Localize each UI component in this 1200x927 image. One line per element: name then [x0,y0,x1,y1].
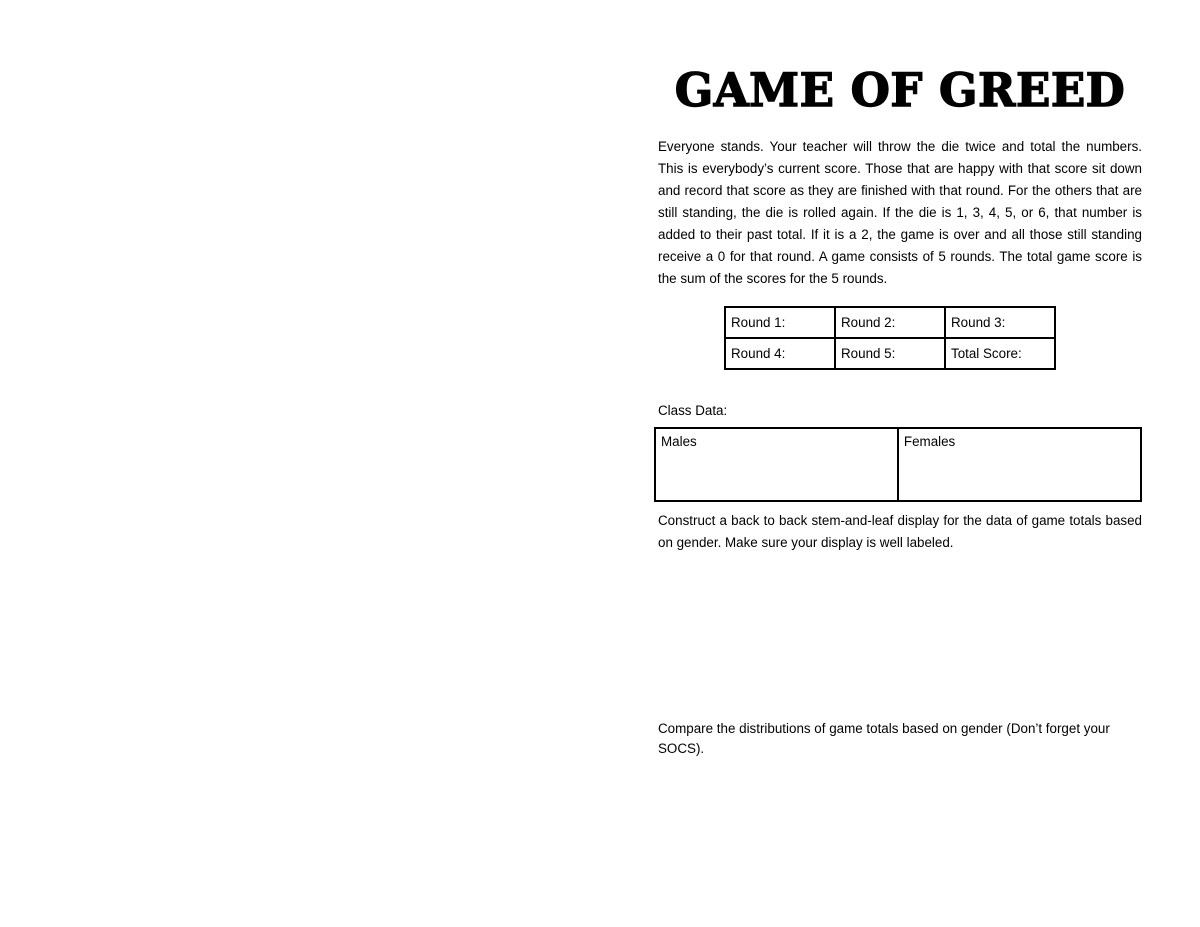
class-data-table [654,427,1142,502]
round-3-cell: Round 3: [945,307,1055,338]
table-row [655,428,1141,501]
compare-prompt: Compare the distributions of game totals based on gender (Don’t forget your SOCS). [658,721,1110,756]
total-score-cell: Total Score: [945,338,1055,369]
construct-prompt: Construct a back to back stem-and-leaf display for the data of game totals based on gender. Make sure your display is well labeled. [658,513,1142,550]
instructions-paragraph: Everyone stands. Your teacher will throw the die twice and total the numbers. This is everybody’s current score. Those that are happy with that score sit down and record that score as they are finished with that round. For the others that are still standing, the die is rolled again. If the die is 1, 3, 4, 5, or 6, that number is added to their past total. If it is a 2, the game is over and all those still standing receive a 0 for that round. A game consists of 5 rounds. The total game score is the sum of the scores for the 5 rounds. [658,139,1142,286]
round-5-cell: Round 5: [835,338,945,369]
round-2-cell: Round 2: [835,307,945,338]
table-row [725,338,1055,369]
table-row [725,307,1055,338]
round-4-cell: Round 4: [725,338,835,369]
females-cell: Females [898,428,1141,501]
males-cell: Males [655,428,898,501]
round-scores-table [724,306,1056,370]
page-title: GAME OF GREED [674,63,1126,117]
round-1-cell: Round 1: [725,307,835,338]
class-data-label: Class Data: [658,403,728,418]
worksheet-page [658,0,1146,927]
